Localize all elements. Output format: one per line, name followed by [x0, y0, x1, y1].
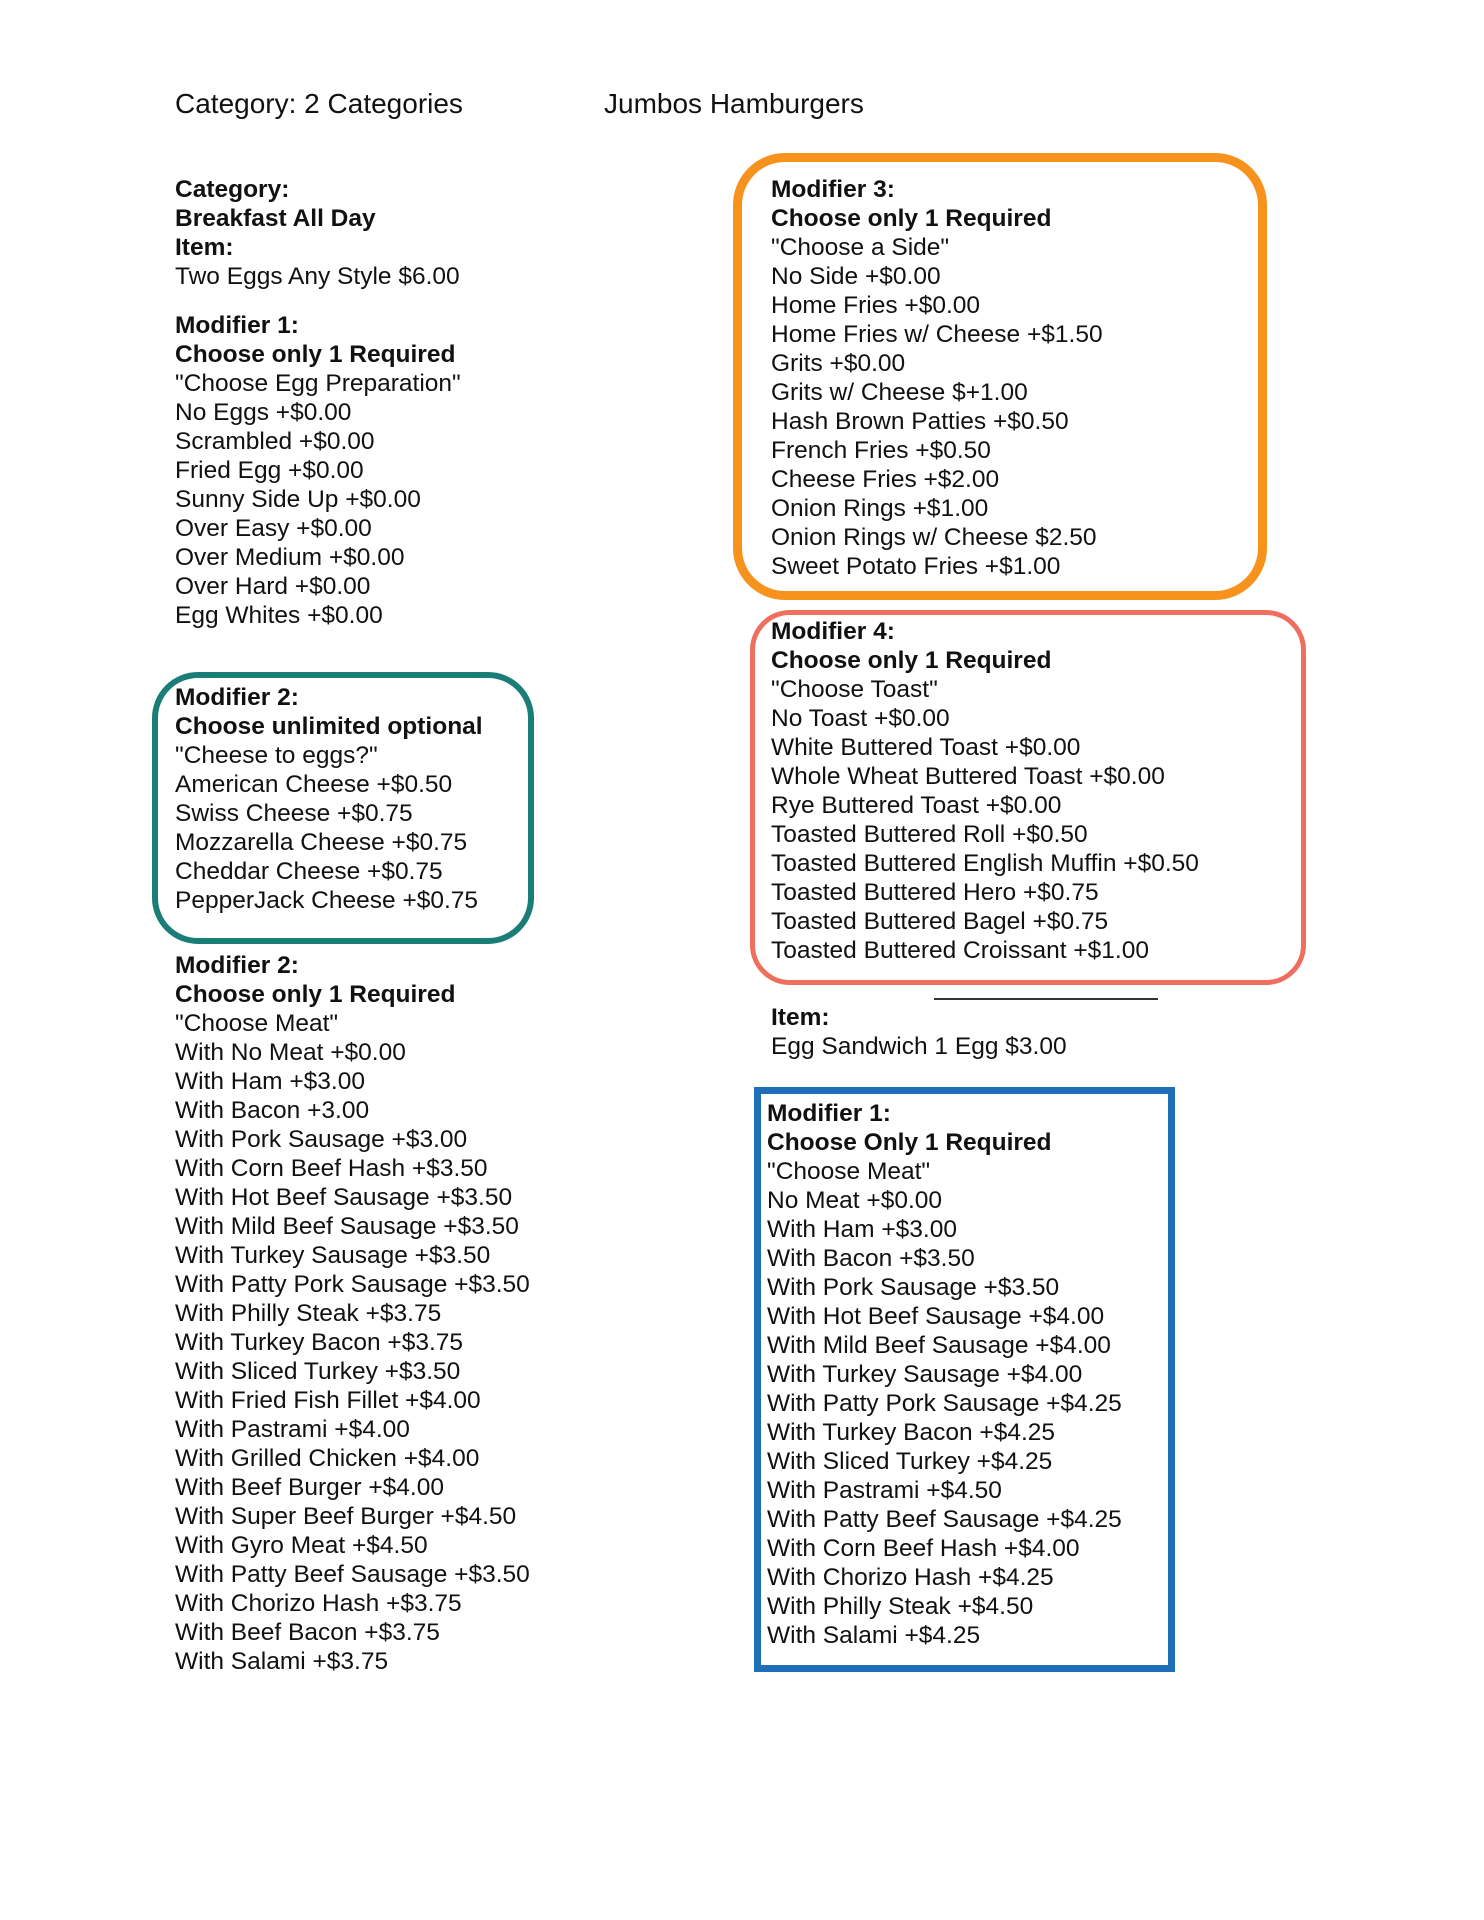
modifier-prompt: "Choose Egg Preparation" [175, 370, 461, 397]
modifier-option: Onion Rings +$1.00 [771, 495, 989, 522]
modifier-option: Over Hard +$0.00 [175, 573, 371, 600]
modifier-prompt: "Cheese to eggs?" [175, 742, 378, 769]
modifier-prompt: "Choose Meat" [767, 1158, 931, 1185]
modifier-option: With Turkey Sausage +$4.00 [767, 1361, 1083, 1388]
modifier-option: Fried Egg +$0.00 [175, 457, 364, 484]
modifier-option: Toasted Buttered English Muffin +$0.50 [771, 850, 1199, 877]
category-count-heading: Category: 2 Categories [175, 88, 463, 119]
modifier-option: No Toast +$0.00 [771, 705, 950, 732]
modifier-option: With Turkey Bacon +$4.25 [767, 1419, 1056, 1446]
modifier-option: With Sliced Turkey +$4.25 [767, 1448, 1053, 1475]
modifier-option: White Buttered Toast +$0.00 [771, 734, 1081, 761]
side-modifier [771, 175, 1103, 581]
modifier-prompt: "Choose Toast" [771, 676, 938, 703]
modifier-option: Mozzarella Cheese +$0.75 [175, 829, 468, 856]
modifier-option: With Fried Fish Fillet +$4.00 [175, 1387, 481, 1414]
modifier-option: Scrambled +$0.00 [175, 428, 375, 455]
modifier-option: With Patty Beef Sausage +$3.50 [175, 1561, 530, 1588]
modifier-prompt: "Choose a Side" [771, 234, 950, 261]
modifier-option: With Corn Beef Hash +$4.00 [767, 1535, 1080, 1562]
modifier-option: With Gyro Meat +$4.50 [175, 1532, 428, 1559]
modifier-option: With Beef Burger +$4.00 [175, 1474, 444, 1501]
modifier-option: With Turkey Sausage +$3.50 [175, 1242, 491, 1269]
modifier-rule: Choose only 1 Required [771, 647, 1052, 674]
modifier-option: With Pastrami +$4.50 [767, 1477, 1002, 1504]
modifier-option: PepperJack Cheese +$0.75 [175, 887, 479, 914]
modifier-title: Modifier 4: [771, 618, 895, 645]
modifier-option: Rye Buttered Toast +$0.00 [771, 792, 1062, 819]
modifier-title: Modifier 2: [175, 684, 299, 711]
modifier-option: With Ham +$3.00 [767, 1216, 957, 1243]
cheese-modifier [175, 683, 483, 915]
item-name: Egg Sandwich 1 Egg $3.00 [771, 1033, 1067, 1060]
modifier-option: With Pastrami +$4.00 [175, 1416, 410, 1443]
modifier-option: With Hot Beef Sausage +$4.00 [767, 1303, 1105, 1330]
category-name: Breakfast All Day [175, 205, 376, 232]
modifier-option: With Sliced Turkey +$3.50 [175, 1358, 461, 1385]
modifier-option: With Chorizo Hash +$4.25 [767, 1564, 1054, 1591]
modifier-option: With Pork Sausage +$3.50 [767, 1274, 1060, 1301]
modifier-option: No Eggs +$0.00 [175, 399, 352, 426]
modifier-option: Toasted Buttered Croissant +$1.00 [771, 937, 1149, 964]
modifier-option: Swiss Cheese +$0.75 [175, 800, 413, 827]
modifier-option: Toasted Buttered Roll +$0.50 [771, 821, 1088, 848]
modifier-option: Grits w/ Cheese $+1.00 [771, 379, 1028, 406]
modifier-option: Onion Rings w/ Cheese $2.50 [771, 524, 1097, 551]
restaurant-name: Jumbos Hamburgers [604, 88, 864, 119]
modifier-option: Home Fries w/ Cheese +$1.50 [771, 321, 1103, 348]
modifier-option: With Beef Bacon +$3.75 [175, 1619, 440, 1646]
modifier-option: Sunny Side Up +$0.00 [175, 486, 421, 513]
modifier-title: Modifier 3: [771, 176, 895, 203]
modifier-option: Whole Wheat Buttered Toast +$0.00 [771, 763, 1165, 790]
modifier-option: Sweet Potato Fries +$1.00 [771, 553, 1061, 580]
modifier-rule: Choose only 1 Required [771, 205, 1052, 232]
meat-modifier [175, 951, 530, 1676]
modifier-option: No Meat +$0.00 [767, 1187, 943, 1214]
modifier-title: Modifier 2: [175, 952, 299, 979]
modifier-option: Toasted Buttered Bagel +$0.75 [771, 908, 1109, 935]
modifier-option: Over Medium +$0.00 [175, 544, 405, 571]
modifier-rule: Choose Only 1 Required [767, 1129, 1052, 1156]
item-label: Item: [771, 1004, 830, 1031]
modifier-option: Egg Whites +$0.00 [175, 602, 383, 629]
modifier-option: With Patty Pork Sausage +$3.50 [175, 1271, 530, 1298]
toast-modifier [771, 617, 1199, 965]
modifier-option: Cheese Fries +$2.00 [771, 466, 1000, 493]
modifier-option: Over Easy +$0.00 [175, 515, 372, 542]
modifier-rule: Choose only 1 Required [175, 341, 456, 368]
modifier-option: Home Fries +$0.00 [771, 292, 981, 319]
modifier-option: With Salami +$4.25 [767, 1622, 981, 1649]
modifier-option: With Patty Beef Sausage +$4.25 [767, 1506, 1122, 1533]
breakfast-section [175, 175, 461, 630]
modifier-option: With No Meat +$0.00 [175, 1039, 406, 1066]
sandwich-meat-modifier [767, 1099, 1122, 1650]
divider-line [934, 998, 1158, 1000]
modifier-title: Modifier 1: [767, 1100, 891, 1127]
modifier-option: French Fries +$0.50 [771, 437, 991, 464]
modifier-option: Toasted Buttered Hero +$0.75 [771, 879, 1099, 906]
modifier-title: Modifier 1: [175, 312, 299, 339]
modifier-option: With Patty Pork Sausage +$4.25 [767, 1390, 1122, 1417]
modifier-option: With Corn Beef Hash +$3.50 [175, 1155, 488, 1182]
modifier-option: With Hot Beef Sausage +$3.50 [175, 1184, 513, 1211]
modifier-option: With Mild Beef Sausage +$4.00 [767, 1332, 1111, 1359]
modifier-option: With Super Beef Burger +$4.50 [175, 1503, 517, 1530]
modifier-rule: Choose only 1 Required [175, 981, 456, 1008]
modifier-option: American Cheese +$0.50 [175, 771, 453, 798]
modifier-option: Cheddar Cheese +$0.75 [175, 858, 443, 885]
modifier-rule: Choose unlimited optional [175, 713, 483, 740]
modifier-option: With Turkey Bacon +$3.75 [175, 1329, 464, 1356]
modifier-option: No Side +$0.00 [771, 263, 941, 290]
modifier-option: Grits +$0.00 [771, 350, 906, 377]
modifier-option: With Bacon +$3.50 [767, 1245, 975, 1272]
item-name: Two Eggs Any Style $6.00 [175, 263, 460, 290]
modifier-prompt: "Choose Meat" [175, 1010, 339, 1037]
item-label: Item: [175, 234, 234, 261]
modifier-option: With Grilled Chicken +$4.00 [175, 1445, 480, 1472]
modifier-option: With Philly Steak +$3.75 [175, 1300, 442, 1327]
modifier-option: With Salami +$3.75 [175, 1648, 389, 1675]
sandwich-item [771, 1003, 1067, 1061]
modifier-option: With Philly Steak +$4.50 [767, 1593, 1034, 1620]
modifier-option: With Ham +$3.00 [175, 1068, 365, 1095]
modifier-option: With Mild Beef Sausage +$3.50 [175, 1213, 519, 1240]
category-label: Category: [175, 176, 290, 203]
modifier-option: With Bacon +3.00 [175, 1097, 370, 1124]
modifier-option: With Pork Sausage +$3.00 [175, 1126, 468, 1153]
modifier-option: Hash Brown Patties +$0.50 [771, 408, 1069, 435]
modifier-option: With Chorizo Hash +$3.75 [175, 1590, 462, 1617]
